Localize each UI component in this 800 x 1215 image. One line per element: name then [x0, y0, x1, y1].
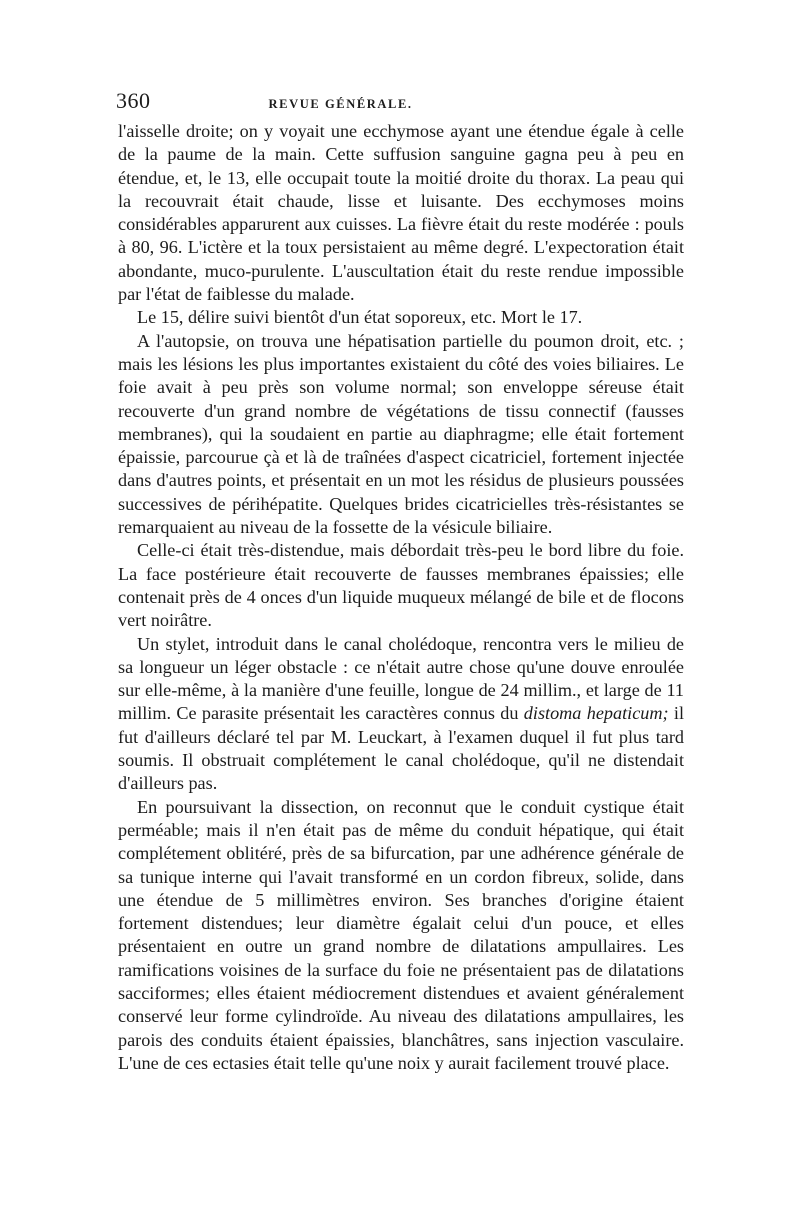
running-head: REVUE GÉNÉRALE. — [268, 97, 413, 111]
paragraph-5 — [118, 633, 684, 796]
paragraph-1: l'aisselle droite; on y voyait une ecchymose ayant une étendue égale à celle de la paume de la main. Cette suffusion sanguine gagna peu à peu en étendue, et, le 13, elle occupait toute la moitié droite du thorax. La peau qui la recouvrait était chaude, lisse et luisante. Des ecchymoses moins considérables apparurent aux cuisses. La fièvre était du reste modérée : pouls à 80, 96. L'ictère et la toux persistaient au même degré. L'expectoration était abondante, muco-purulente. L'auscultation était du reste rendue impossible par l'état de faiblesse du malade. — [118, 121, 684, 305]
paragraph-5-text-before: Un stylet, introduit dans le canal cholédoque, rencontra vers le milieu de sa longueur un léger obstacle : ce n'était autre chose qu'une douve enroulée sur elle-même, à la manière d'une feuille, longue de 24 millim., et large de 11 millim. Ce parasite présentait les caractères connus du — [118, 633, 684, 724]
paragraph-5-italic-term: distoma hepaticum; — [523, 703, 669, 724]
page-number: 360 — [116, 88, 151, 113]
page-header — [118, 88, 684, 118]
body-text — [118, 120, 684, 1075]
paragraph-3: A l'autopsie, on trouva une hépatisation partielle du poumon droit, etc. ; mais les lésions les plus importantes existaient du côté des voies biliaires. Le foie avait à peu près son volume normal; son enveloppe séreuse était recouverte d'un grand nombre de végétations de tissu connectif (fausses membranes), qui la soudaient en partie au diaphragme; elle était fortement épaissie, parcourue çà et là de traînées d'aspect cicatriciel, fortement injectée dans d'autres points, et présentait en un mot les résidus de plusieurs poussées successives de périhépatite. Quelques brides cicatricielles très-résistantes se remarquaient au niveau de la fossette de la vésicule biliaire. — [118, 330, 684, 538]
paragraph-5-text-after: il fut d'ailleurs déclaré tel par M. Leuckart, à l'examen duquel il fut plus tard soumis. Il obstruait complétement le canal cholédoque, qu'il ne distendait d'ailleurs pas. — [118, 703, 685, 794]
paragraph-4: Celle-ci était très-distendue, mais débordait très-peu le bord libre du foie. La face postérieure était recouverte de fausses membranes épaissies; elle contenait près de 4 onces d'un liquide muqueux mélangé de bile et de flocons vert noirâtre. — [118, 540, 684, 631]
paragraph-2: Le 15, délire suivi bientôt d'un état soporeux, etc. Mort le 17. — [137, 307, 583, 328]
paragraph-6: En poursuivant la dissection, on reconnut que le conduit cystique était perméable; mais il n'en était pas de même du conduit hépatique, qui était complétement oblitéré, près de sa bifurcation, par une adhérence générale de sa tunique interne qui l'avait transformé en un cordon fibreux, solide, dans une étendue de 5 millimètres environ. Ses branches d'origine étaient fortement distendues; leur diamètre égalait celui d'un pouce, et elles présentaient en outre un grand nombre de dilatations ampullaires. Les ramifications voisines de la surface du foie ne présentaient pas de dilatations sacciformes; elles étaient médiocrement distendues et avaient généralement conservé leur forme cylindroïde. Au niveau des dilatations ampullaires, les parois des conduits étaient épaissies, blanchâtres, sans injection vasculaire. L'une de ces ectasies était telle qu'une noix y aurait facilement trouvé place. — [118, 796, 684, 1073]
book-page — [118, 88, 684, 1075]
